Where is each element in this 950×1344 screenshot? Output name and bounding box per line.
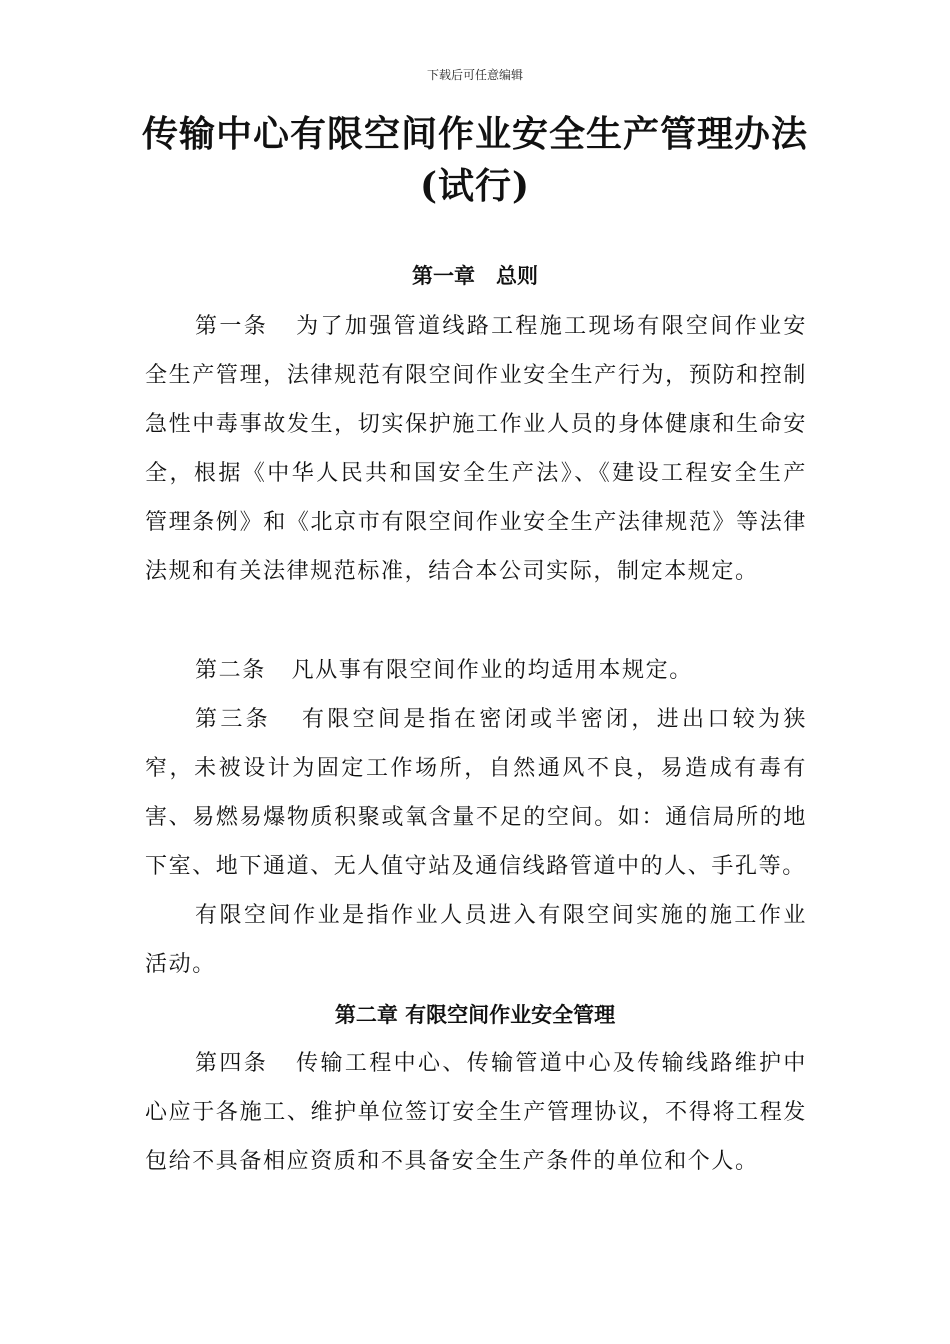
article-text: 为了加强管道线路工程施工现场有限空间作业安全生产管理，法律规范有限空间作业安全生产行为，预防和控制急性中毒事故发生，切实保护施工作业人员的身体健康和生命安全，根据《中华人民共和国安全生产法》、《建设工程安全生产管理条例》和《北京市有限空间作业安全生产法律规范》等法律法规和有关法律规范标准，结合本公司实际，制定本规定。 (145, 314, 808, 584)
article-text: 有限空间是指在密闭或半密闭，进出口较为狭窄，未被设计为固定工作场所，自然通风不良，易造成有毒有害、易燃易爆物质积聚或氧含量不足的空间。如：通信局所的地下室、地下通道、无人值守站及通信线路管道中的人、手孔等。 (145, 707, 807, 879)
title-line-2: (试行) (419, 165, 531, 207)
article-2 (145, 646, 807, 695)
article-text: 凡从事有限空间作业的均适用本规定。 (291, 658, 693, 683)
article-text: 传输工程中心、传输管道中心及传输线路维护中心应于各施工、维护单位签订安全生产管理协议，不得将工程发包给不具备相应资质和不具备安全生产条件的单位和个人。 (145, 1051, 808, 1174)
article-text: 有限空间作业是指作业人员进入有限空间实施的施工作业活动。 (145, 903, 807, 977)
article-label: 第一条 (195, 314, 269, 339)
article-3 (145, 695, 807, 891)
header-note: 下载后可任意编辑 (426, 68, 523, 82)
title-line-1: 传输中心有限空间作业安全生产管理办法 (141, 113, 808, 155)
article-1 (145, 302, 807, 596)
chapter-1-heading: 第一章 总则 (412, 263, 538, 288)
article-3-definition (145, 891, 807, 989)
chapter-2-heading: 第二章 有限空间作业安全管理 (334, 1002, 616, 1027)
document-title (120, 108, 830, 212)
article-label: 第三条 (195, 707, 272, 732)
article-label: 第二条 (195, 658, 266, 683)
article-4 (145, 1039, 807, 1186)
article-label: 第四条 (195, 1051, 269, 1076)
